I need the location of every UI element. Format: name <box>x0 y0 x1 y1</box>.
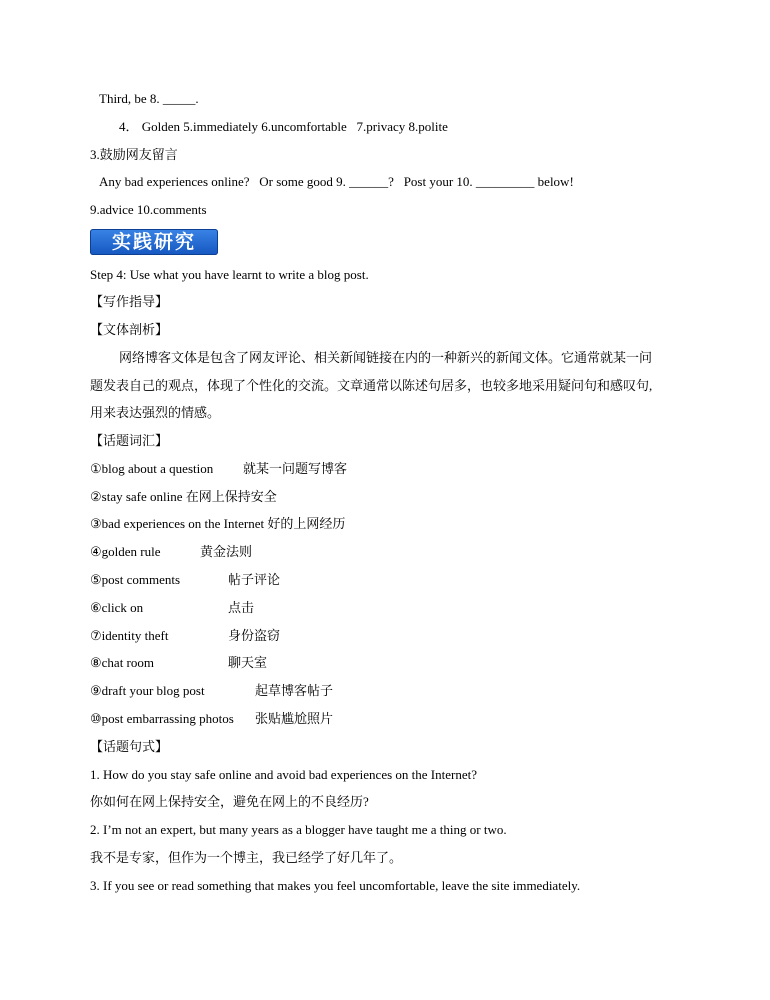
sentence-zh: 我不是专家，但作为一个博主，我已经学了好几年了。 <box>90 850 403 865</box>
answers-line-9-10: 9.advice 10.comments <box>90 202 207 217</box>
vocab-en: ⑦identity theft <box>90 628 169 643</box>
vocab-en: ②stay safe online <box>90 489 183 504</box>
genre-heading: 【文体剖析】 <box>90 322 169 337</box>
vocab-zh: 在网上保持安全 <box>185 489 277 504</box>
vocab-en: ①blog about a question <box>90 461 214 476</box>
genre-para-line: 题发表自己的观点，体现了个性化的交流。文章通常以陈述句居多，也较多地采用疑问句和感叹句, <box>90 378 653 393</box>
vocab-zh: 好的上网经历 <box>267 516 346 531</box>
step4-line: Step 4: Use what you have learnt to write a blog post. <box>90 267 369 282</box>
practice-banner: 实践研究 <box>90 229 218 255</box>
vocab-en: ⑥click on <box>90 600 144 615</box>
vocab-zh: 黄金法则 <box>200 544 253 559</box>
vocab-zh: 就某一问题写博客 <box>243 461 348 476</box>
vocab-zh: 聊天室 <box>228 655 268 670</box>
encourage-line: Any bad experiences online? Or some good 9. ______? Post your 10. _________ below! <box>99 174 574 189</box>
vocab-item <box>90 655 268 671</box>
vocab-item <box>90 461 348 477</box>
vocab-zh: 点击 <box>228 600 255 615</box>
writing-guide-heading: 【写作指导】 <box>90 294 169 309</box>
vocab-item <box>90 489 277 505</box>
vocab-item <box>90 628 281 644</box>
vocab-zh: 起草博客帖子 <box>255 683 334 698</box>
vocab-zh: 身份盗窃 <box>228 628 281 643</box>
vocab-item <box>90 516 345 532</box>
vocab-item <box>90 711 334 727</box>
vocab-en: ③bad experiences on the Internet <box>90 516 265 531</box>
vocab-en: ⑨draft your blog post <box>90 683 205 698</box>
genre-para-line: 用来表达强烈的情感。 <box>90 405 221 420</box>
vocab-en: ⑤post comments <box>90 572 181 587</box>
vocab-zh: 帖子评论 <box>228 572 281 587</box>
answers-line-4: 4． Golden 5.immediately 6.uncomfortable 7.privacy 8.polite <box>119 119 448 134</box>
vocab-en: ⑧chat room <box>90 655 154 670</box>
sentences-heading: 【话题句式】 <box>90 739 169 754</box>
vocab-en: ⑩post embarrassing photos <box>90 711 234 726</box>
vocab-heading: 【话题词汇】 <box>90 433 169 448</box>
vocab-item <box>90 683 334 699</box>
vocab-item <box>90 572 281 588</box>
third-be-line: Third, be 8. _____. <box>99 91 199 106</box>
vocab-en: ④golden rule <box>90 544 161 559</box>
sentence-en: 3. If you see or read something that makes you feel uncomfortable, leave the site immediately. <box>90 878 581 893</box>
genre-para-line: 网络博客文体是包含了网友评论、相关新闻链接在内的一种新兴的新闻文体。它通常就某一问 <box>119 350 653 365</box>
sentence-en: 1. How do you stay safe online and avoid bad experiences on the Internet? <box>90 767 477 782</box>
vocab-item <box>90 600 255 616</box>
vocab-zh: 张贴尴尬照片 <box>255 711 334 726</box>
vocab-item <box>90 544 253 560</box>
section-3-heading: 3.鼓励网友留言 <box>90 147 178 162</box>
sentence-en: 2. I’m not an expert, but many years as a blogger have taught me a thing or two. <box>90 822 507 837</box>
sentence-zh: 你如何在网上保持安全，避免在网上的不良经历? <box>90 794 369 809</box>
